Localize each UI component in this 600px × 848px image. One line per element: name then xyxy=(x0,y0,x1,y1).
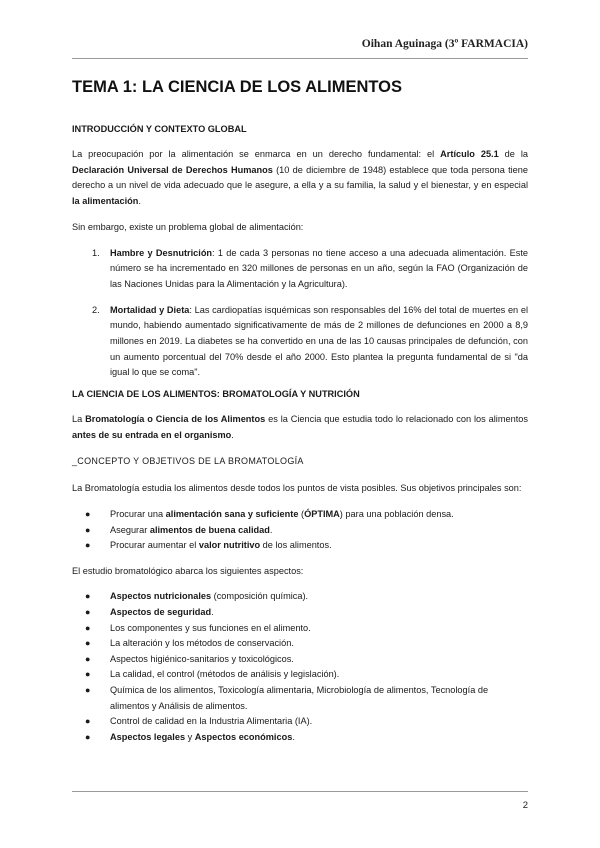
page-title: TEMA 1: LA CIENCIA DE LOS ALIMENTOS xyxy=(72,78,403,96)
bold-run: Bromatología o Ciencia de los Alimentos xyxy=(85,414,266,425)
text-run: . xyxy=(269,524,273,535)
problem-list xyxy=(72,246,528,382)
list-item xyxy=(85,621,528,637)
bullet-icon: ● xyxy=(85,508,91,519)
bold-run: Aspectos nutricionales xyxy=(110,591,212,602)
objectives-list xyxy=(72,507,528,554)
list-number: 1. xyxy=(92,247,100,258)
bullet-icon: ● xyxy=(85,638,91,649)
list-item xyxy=(85,667,528,683)
text-run: . xyxy=(138,196,141,207)
bold-run: Artículo 25.1 xyxy=(440,149,499,159)
aspects-list xyxy=(72,589,528,745)
intro-paragraph xyxy=(72,147,528,210)
bullet-icon: ● xyxy=(85,731,91,742)
page-number: 2 xyxy=(522,800,528,811)
bullet-icon: ● xyxy=(85,669,91,680)
text-run: Control de calidad en la Industria Alimentaria (IA). xyxy=(110,716,313,727)
text-run: La alteración y los métodos de conservación. xyxy=(110,638,294,649)
text-run: es la Ciencia que estudia todo lo relacionado con los alimentos xyxy=(265,414,528,425)
bullet-icon: ● xyxy=(85,622,91,633)
text-run: Química de los alimentos, Toxicología alimentaria, Microbiología de alimentos, Tecnología de alimentos y Análisis de alimentos. xyxy=(110,685,489,711)
section-heading-intro: INTRODUCCIÓN Y CONTEXTO GLOBAL xyxy=(72,124,247,134)
text-run: y xyxy=(185,731,195,742)
bullet-icon: ● xyxy=(85,591,91,602)
text-run: . xyxy=(292,731,295,742)
bold-run: valor nutritivo xyxy=(198,540,261,551)
text-run: . xyxy=(211,607,214,618)
bold-run: antes de su entrada en el organismo xyxy=(72,429,232,440)
list-item xyxy=(92,246,529,293)
bold-run: Aspectos legales xyxy=(110,731,186,742)
list-item xyxy=(85,589,528,605)
problem-paragraph: Sin embargo, existe un problema global de alimentación: xyxy=(72,221,304,232)
bullet-icon: ● xyxy=(85,716,91,727)
text-run: : Las cardiopatías isquémicas son responsables del 16% del total de muertes en el mundo, habiendo aumentado significativamente de más de 2 millones de defunciones en 2000 a 8,9 millones en 2019. La diabetes se ha convertido en una de las 10 causas principales de defunción, con un aumento porcentual del 70% desde el año 2000. Esto plantea la pregunta fundamental de si "da igual lo que se coma". xyxy=(110,304,528,378)
list-number: 2. xyxy=(92,304,100,315)
bold-run: Aspectos de seguridad xyxy=(110,607,212,618)
text-run: . xyxy=(231,429,234,440)
text-run: (composición química). xyxy=(211,591,309,602)
section-heading-bromatology: LA CIENCIA DE LOS ALIMENTOS: BROMATOLOGÍA Y NUTRICIÓN xyxy=(72,389,360,400)
list-item xyxy=(85,636,528,652)
bold-run: Declaración Universal de Derechos Humanos xyxy=(72,164,273,175)
text-run: ) para una población densa. xyxy=(339,508,454,519)
list-item xyxy=(85,538,528,554)
text-run: Aspectos higiénico-sanitarios y toxicológicos. xyxy=(110,653,294,664)
list-item xyxy=(85,714,528,730)
bold-run: ÓPTIMA xyxy=(304,508,340,519)
bullet-icon: ● xyxy=(85,607,91,618)
text-run: Los componentes y sus funciones en el alimento. xyxy=(110,622,311,633)
bold-run: Mortalidad y Dieta xyxy=(110,304,190,315)
bromatology-definition xyxy=(72,412,528,443)
text-run: de la xyxy=(498,149,528,159)
aspects-intro: El estudio bromatológico abarca los siguientes aspectos: xyxy=(72,565,304,576)
header-divider xyxy=(72,58,528,59)
bold-run: alimentos de buena calidad xyxy=(149,524,270,535)
bullet-icon: ● xyxy=(85,540,91,551)
text-run: La xyxy=(72,414,86,425)
bold-run: alimentación sana y suficiente xyxy=(165,508,299,519)
text-run: : 1 de cada 3 personas no tiene acceso a una adecuada alimentación. Este número se ha incrementado en 320 millones de personas en un año, según la FAO (Organización de las Naciones Unidas para la Alimentación y la Agricultura). xyxy=(110,247,529,289)
bullet-icon: ● xyxy=(85,524,91,535)
text-run: ( xyxy=(298,508,305,519)
bold-run: la alimentación xyxy=(72,196,139,207)
subsection-heading: _CONCEPTO Y OBJETIVOS DE LA BROMATOLOGÍA xyxy=(72,455,304,466)
text-run: La preocupación por la alimentación se enmarca en un derecho fundamental: el xyxy=(72,149,441,159)
text-run: Asegurar xyxy=(110,524,150,535)
objectives-intro: La Bromatología estudia los alimentos desde todos los puntos de vista posibles. Sus objetivos principales son: xyxy=(72,483,522,494)
list-item xyxy=(85,605,528,621)
bold-run: Aspectos económicos xyxy=(194,731,293,742)
list-item xyxy=(85,683,528,714)
header-author: Oihan Aguinaga (3º FARMACIA) xyxy=(361,38,528,50)
text-run: (10 de diciembre de 1948) establece que toda persona tiene derecho a un nivel de vida adecuado que le asegure, a ella y a su familia, la salud y el bienestar, y en especial xyxy=(72,164,528,191)
list-item xyxy=(85,652,528,668)
bold-run: Hambre y Desnutrición xyxy=(110,247,213,258)
text-run: Procurar aumentar el xyxy=(110,540,199,551)
list-item xyxy=(92,303,528,382)
bullet-icon: ● xyxy=(85,685,91,695)
footer-divider xyxy=(72,791,528,792)
list-item xyxy=(85,523,528,539)
list-item xyxy=(85,730,528,746)
list-item xyxy=(85,507,528,523)
text-run: La calidad, el control (métodos de análisis y legislación). xyxy=(110,669,340,680)
bullet-icon: ● xyxy=(85,653,91,664)
text-run: de los alimentos. xyxy=(260,540,332,551)
page-content xyxy=(72,76,528,755)
text-run: Procurar una xyxy=(110,508,166,519)
